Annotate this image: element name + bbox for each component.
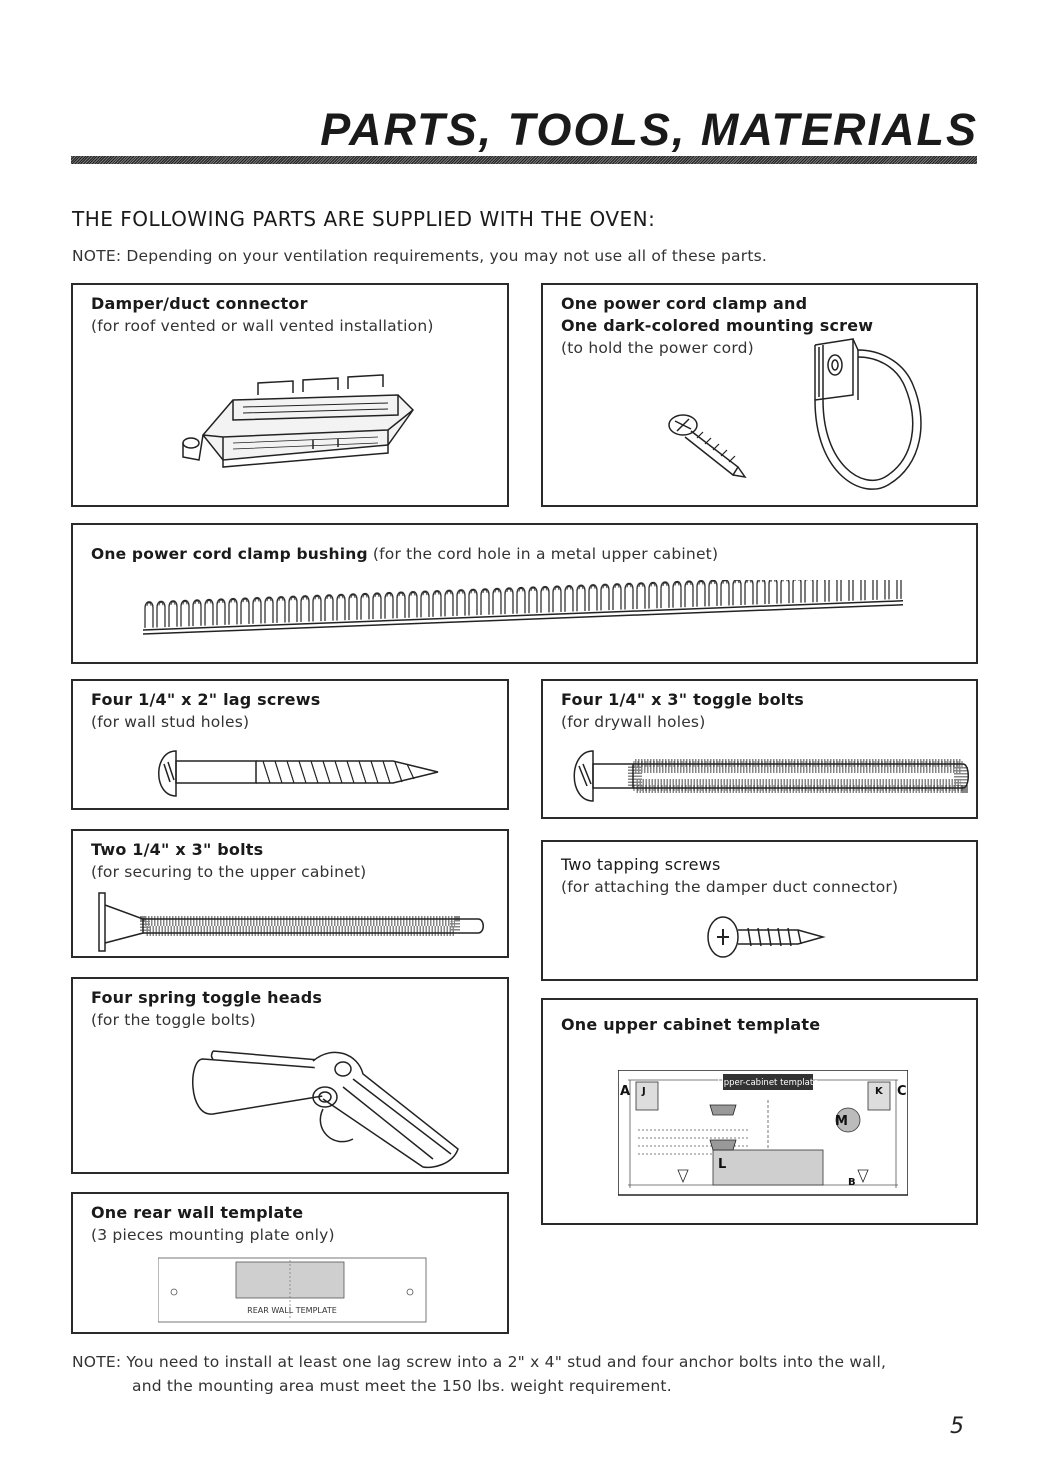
cord-bushing-icon <box>143 580 903 640</box>
part-clamp-title-line1: One power cord clamp and <box>561 294 808 313</box>
cabinet-template-letter-l: L <box>718 1157 727 1172</box>
part-clamp-box <box>541 283 978 507</box>
section-heading: THE FOLLOWING PARTS ARE SUPPLIED WITH THE OVEN: <box>72 207 656 231</box>
power-cord-clamp-icon <box>793 325 933 505</box>
tapping-screw-icon <box>703 912 833 962</box>
damper-connector-icon <box>173 365 423 475</box>
part-bolts-box <box>71 829 509 958</box>
top-note <box>72 244 767 268</box>
part-cabinet-template-title: One upper cabinet template <box>561 1015 821 1034</box>
spring-toggle-head-icon <box>183 1039 473 1174</box>
part-tapping-screws-title: Two tapping screws <box>561 855 721 874</box>
part-toggle-heads-title: Four spring toggle heads <box>91 988 323 1007</box>
part-damper-desc: (for roof vented or wall vented installation) <box>91 317 434 335</box>
part-toggle-bolts-desc: (for drywall holes) <box>561 713 706 731</box>
part-toggle-bolts-title: Four 1/4" x 3" toggle bolts <box>561 690 805 709</box>
bottom-note-line1: You need to install at least one lag screw into a 2" x 4" stud and four anchor bolts into the wall, <box>126 1353 887 1371</box>
bottom-note-line2: and the mounting area must meet the 150 lbs. weight requirement. <box>132 1377 672 1395</box>
part-rear-template-box <box>71 1192 509 1334</box>
cabinet-template-banner: Upper-cabinet template <box>717 1078 819 1088</box>
cabinet-template-letter-j: J <box>642 1086 646 1097</box>
part-clamp-title-line2: One dark-colored mounting screw <box>561 316 874 335</box>
bottom-note <box>72 1350 886 1398</box>
upper-cabinet-template-icon <box>618 1070 908 1200</box>
part-bolts-title: Two 1/4" x 3" bolts <box>91 840 264 859</box>
page-number: 5 <box>950 1414 964 1439</box>
cabinet-template-letter-m: M <box>835 1114 848 1129</box>
part-tapping-screws-box <box>541 840 978 981</box>
part-damper-title: Damper/duct connector <box>91 294 308 313</box>
cabinet-template-letter-k: K <box>875 1086 883 1097</box>
part-bushing-box <box>71 523 978 664</box>
mounting-screw-icon <box>663 405 753 485</box>
top-note-label: NOTE: <box>72 247 122 265</box>
part-toggle-heads-box <box>71 977 509 1174</box>
part-bushing-line <box>91 543 718 565</box>
toggle-bolt-icon <box>563 746 973 806</box>
part-rear-template-desc: (3 pieces mounting plate only) <box>91 1226 335 1244</box>
part-clamp-desc: (to hold the power cord) <box>561 339 754 357</box>
part-tapping-screws-desc: (for attaching the damper duct connector) <box>561 878 899 896</box>
page-title: PARTS, TOOLS, MATERIALS <box>320 104 978 155</box>
part-bolts-desc: (for securing to the upper cabinet) <box>91 863 367 881</box>
cabinet-template-letter-c: C <box>897 1084 907 1099</box>
part-rear-template-title: One rear wall template <box>91 1203 304 1222</box>
cabinet-template-letter-b: B <box>848 1177 856 1188</box>
title-rule <box>71 156 977 164</box>
part-cabinet-template-box <box>541 998 978 1225</box>
cabinet-bolt-icon <box>93 891 493 956</box>
part-lag-screws-desc: (for wall stud holes) <box>91 713 250 731</box>
top-note-text: Depending on your ventilation requirements, you may not use all of these parts. <box>126 247 767 265</box>
part-bushing-title: One power cord clamp bushing <box>91 545 368 563</box>
rear-wall-template-icon <box>158 1256 428 1326</box>
part-lag-screws-box <box>71 679 509 810</box>
part-toggle-bolts-box <box>541 679 978 819</box>
cabinet-template-letter-a: A <box>620 1084 631 1099</box>
part-bushing-desc: (for the cord hole in a metal upper cabinet) <box>372 545 719 563</box>
rear-template-label: REAR WALL TEMPLATE <box>247 1306 337 1315</box>
part-toggle-heads-desc: (for the toggle bolts) <box>91 1011 256 1029</box>
bottom-note-label: NOTE: <box>72 1353 122 1371</box>
part-lag-screws-title: Four 1/4" x 2" lag screws <box>91 690 321 709</box>
lag-screw-icon <box>148 746 448 801</box>
part-damper-box <box>71 283 509 507</box>
